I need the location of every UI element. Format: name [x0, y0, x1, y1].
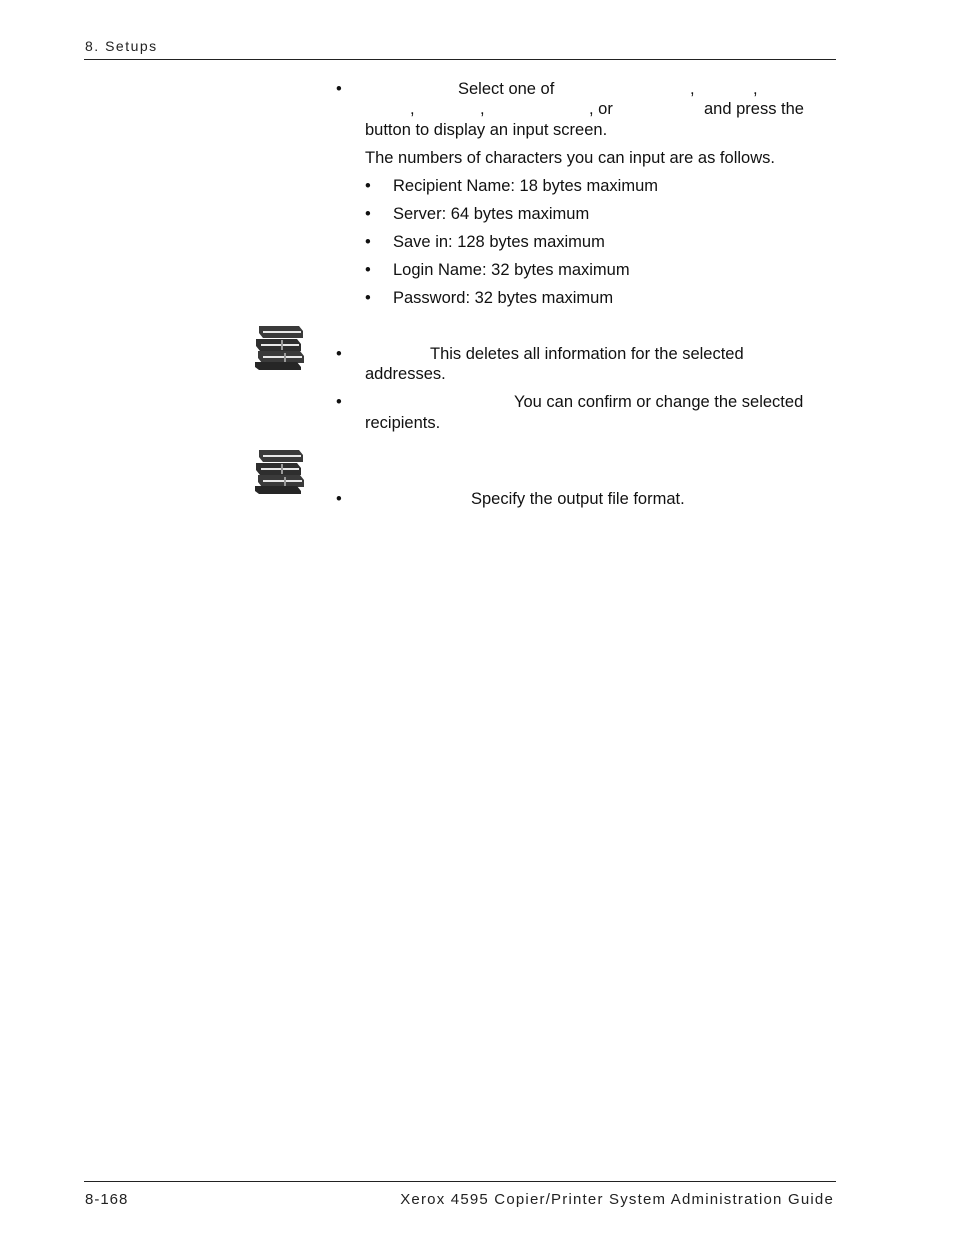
item1-text: ,	[753, 80, 758, 98]
limit-item: Server: 64 bytes maximum	[393, 205, 590, 223]
item1-text: , or	[589, 100, 613, 118]
limit-item: Login Name: 32 bytes maximum	[393, 261, 630, 279]
limit-item: Recipient Name: 18 bytes maximum	[393, 177, 659, 195]
item3-text: You can confirm or change the selected	[514, 393, 804, 411]
page-number: 8-168	[85, 1191, 129, 1208]
item2-text: This deletes all information for the selected	[430, 345, 744, 363]
item1-text: and press the	[704, 100, 804, 118]
footer-rule	[84, 1181, 836, 1182]
bullet-mark: •	[365, 233, 371, 251]
item2-text: addresses.	[365, 365, 446, 383]
books-note-icon	[253, 447, 307, 495]
limit-item: Password: 32 bytes maximum	[393, 289, 614, 307]
limits-intro: The numbers of characters you can input are as follows.	[365, 149, 775, 167]
bullet-mark: •	[336, 393, 342, 411]
header-rule	[84, 59, 836, 60]
bullet-mark: •	[365, 205, 371, 223]
bullet-mark: •	[336, 80, 342, 98]
item1-text: ,	[480, 100, 485, 118]
bullet-mark: •	[365, 289, 371, 307]
bullet-mark: •	[365, 177, 371, 195]
running-header: 8. Setups	[85, 38, 158, 54]
item1-text: Select one of	[458, 80, 555, 98]
limit-item: Save in: 128 bytes maximum	[393, 233, 605, 251]
books-note-icon	[253, 323, 307, 371]
item1-text: button to display an input screen.	[365, 121, 608, 139]
bullet-mark: •	[336, 490, 342, 508]
bullet-mark: •	[365, 261, 371, 279]
item1-text: ,	[690, 80, 695, 98]
bullet-mark: •	[336, 345, 342, 363]
item3-text: recipients.	[365, 414, 441, 432]
guide-title: Xerox 4595 Copier/Printer System Administration Guide	[400, 1191, 834, 1208]
item1-text: ,	[410, 100, 415, 118]
item4-text: Specify the output file format.	[471, 490, 685, 508]
